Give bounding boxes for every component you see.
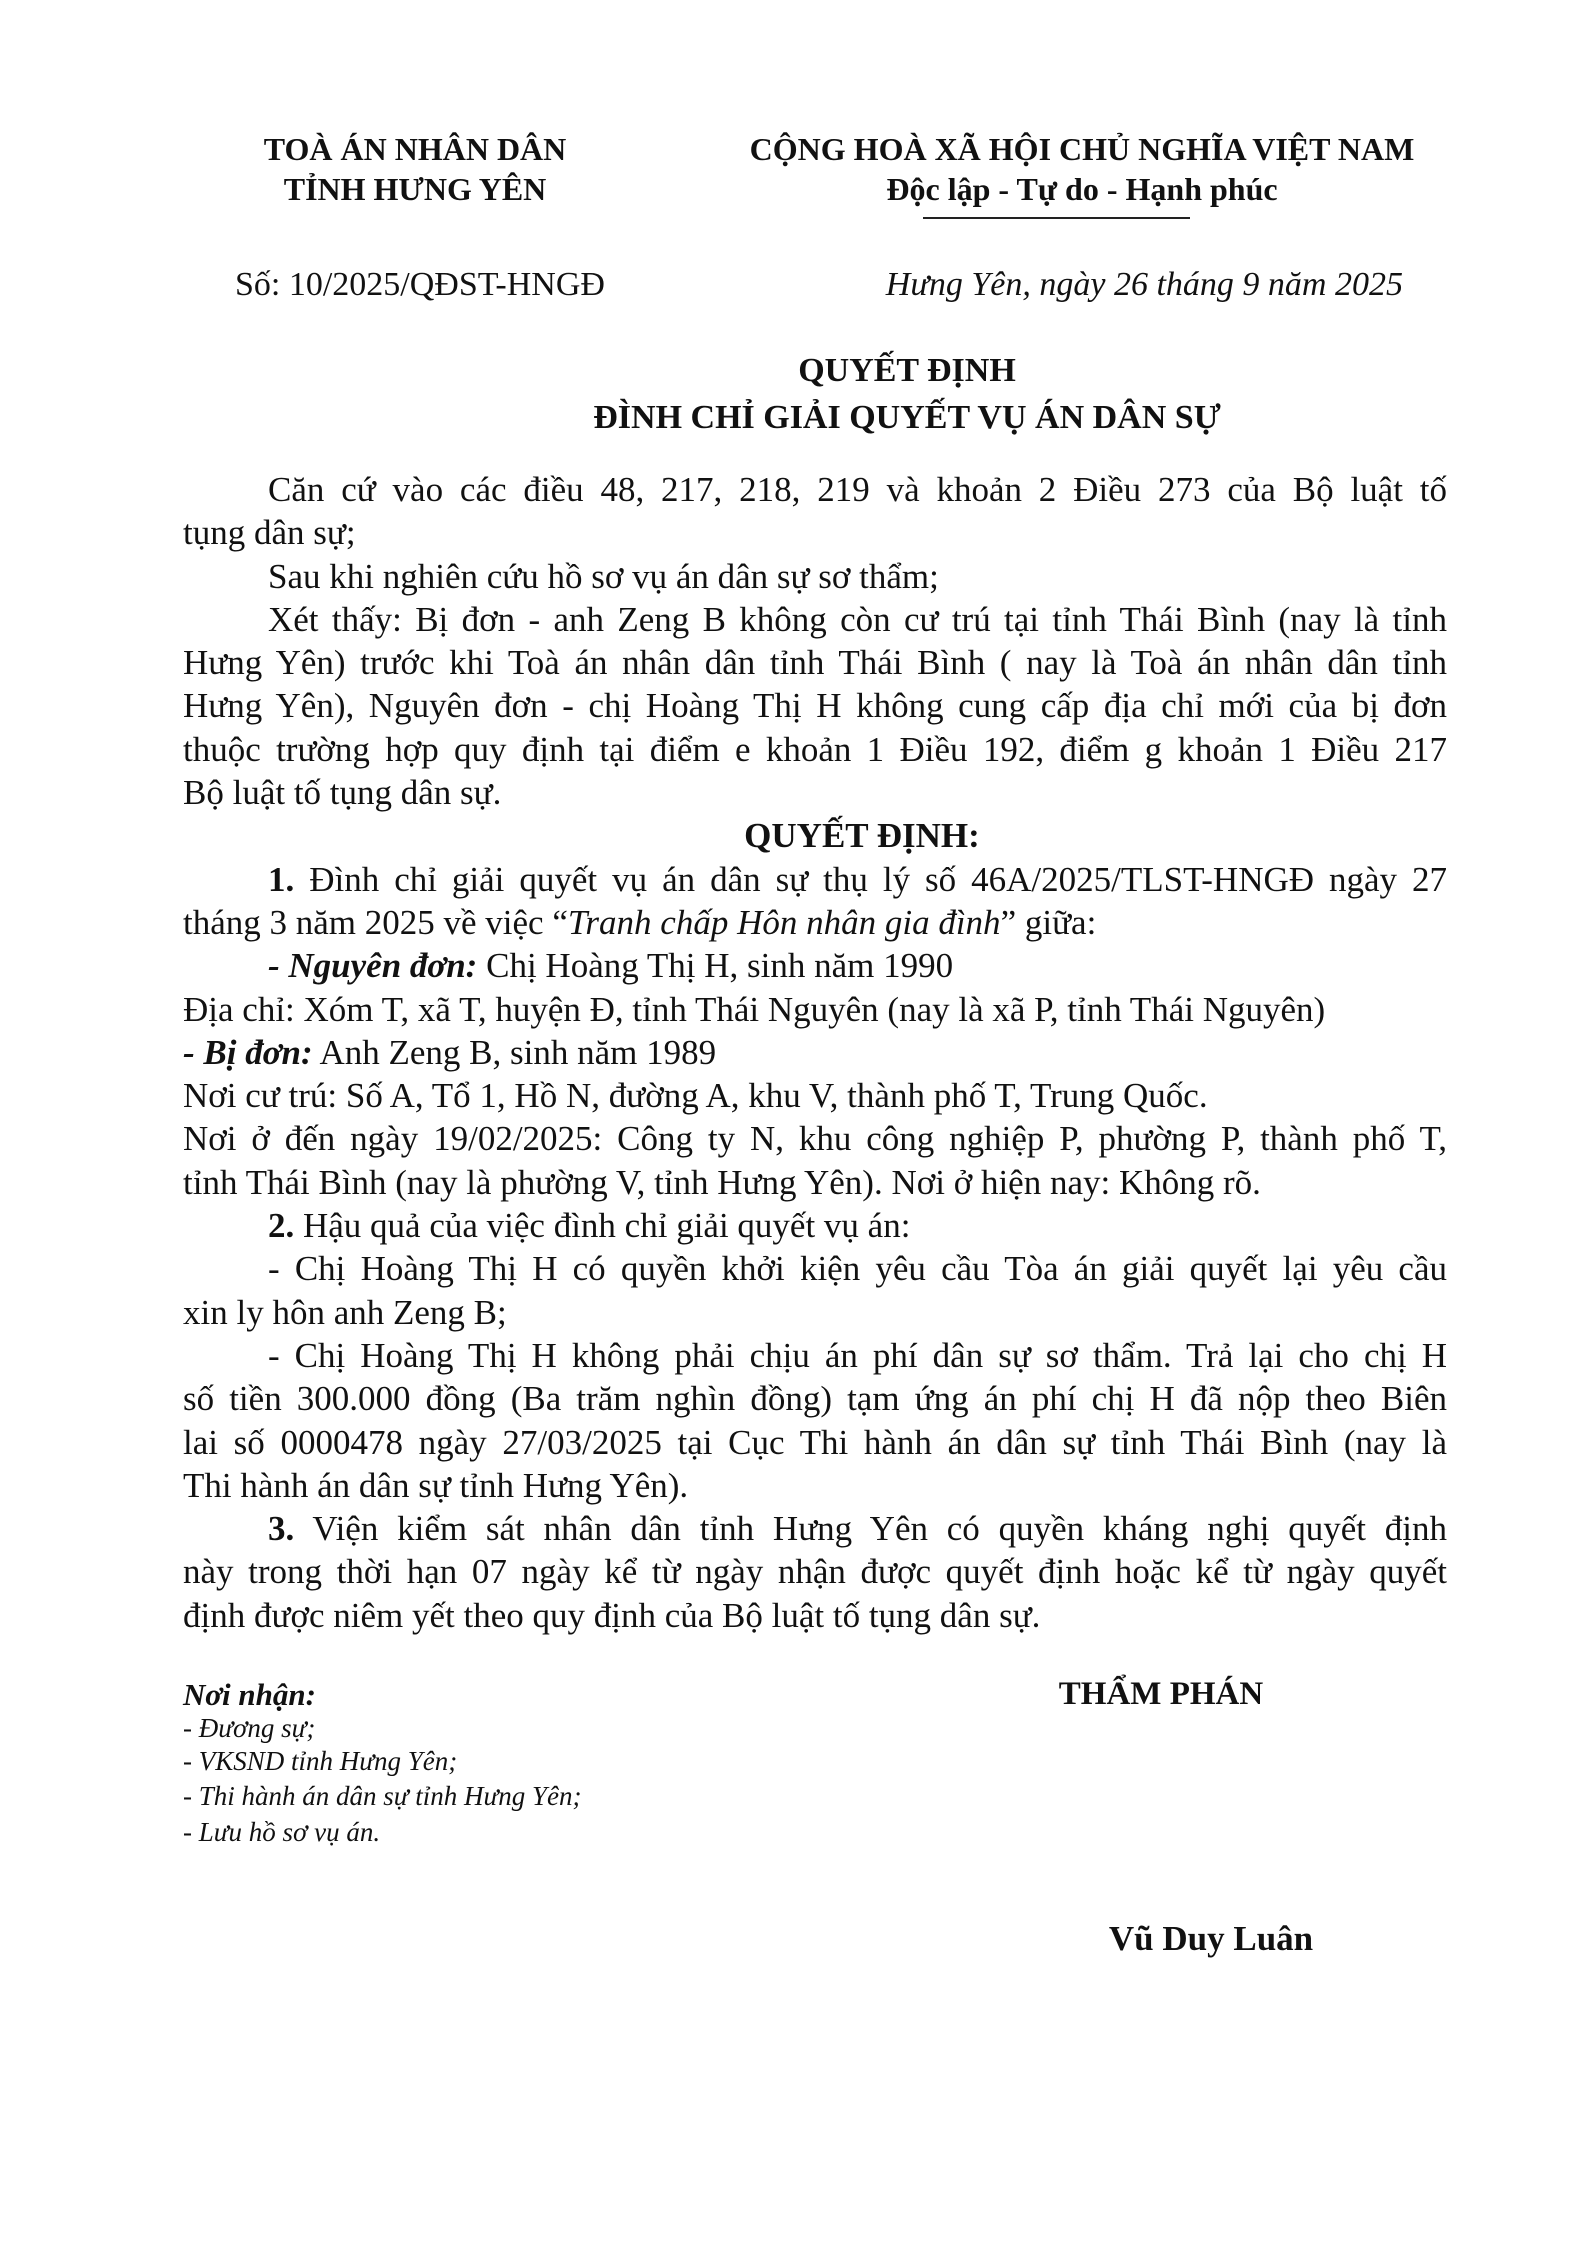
text-run: Địa chỉ: Xóm T, xã T, huyện Đ, tỉnh Thái Nguyên (nay là xã P, tỉnh Thái Nguyên)	[183, 989, 1326, 1029]
body-line	[183, 1204, 1447, 1247]
body-line	[183, 598, 1447, 641]
recipient-item: - VKSND tỉnh Hưng Yên;	[183, 1746, 458, 1776]
text-run: Thi hành án dân sự tỉnh Hưng Yên).	[183, 1465, 689, 1505]
recipient-item: - Thi hành án dân sự tỉnh Hưng Yên;	[183, 1781, 582, 1811]
body-line	[183, 684, 1447, 727]
document-date: Hưng Yên, ngày 26 tháng 9 năm 2025	[885, 266, 1403, 303]
text-run: Nơi ở đến ngày 19/02/2025: Công ty N, khu công nghiệp P, phường P, thành phố T,	[183, 1119, 1447, 1159]
emphasis-text: QUYẾT ĐỊNH:	[744, 816, 980, 856]
body-line	[183, 1334, 1447, 1377]
recipient-item: - Đương sự;	[183, 1713, 316, 1743]
body-line	[183, 1377, 1447, 1420]
text-run: định được niêm yết theo quy định của Bộ luật tố tụng dân sự.	[183, 1595, 1041, 1635]
text-run: xin ly hôn anh Zeng B;	[183, 1292, 507, 1332]
recipients-title: Nơi nhận:	[183, 1677, 316, 1712]
body-line	[183, 1421, 1447, 1464]
body-line	[183, 901, 1447, 944]
emphasis-text: 3.	[268, 1509, 295, 1549]
body-line	[183, 468, 1447, 511]
recipient-item: - Lưu hồ sơ vụ án.	[183, 1817, 381, 1847]
text-run: Hậu quả của việc đình chỉ giải quyết vụ án:	[294, 1206, 911, 1246]
body-line	[183, 858, 1447, 901]
text-run: lai số 0000478 ngày 27/03/2025 tại Cục Thi hành án dân sự tỉnh Thái Bình (nay là	[183, 1422, 1447, 1462]
text-run: Viện kiểm sát nhân dân tỉnh Hưng Yên có quyền kháng nghị quyết định	[294, 1509, 1447, 1549]
motto-underline	[923, 217, 1190, 219]
body-line	[183, 1550, 1447, 1593]
emphasis-text: 1.	[268, 859, 295, 899]
document-title: QUYẾT ĐỊNH	[798, 352, 1016, 389]
body-line	[183, 1247, 1447, 1290]
body-line	[183, 511, 1447, 554]
body-line	[183, 771, 1447, 814]
national-motto: Độc lập - Tự do - Hạnh phúc	[886, 171, 1278, 207]
national-title: CỘNG HOÀ XÃ HỘI CHỦ NGHĨA VIỆT NAM	[749, 131, 1415, 167]
text-run: Sau khi nghiên cứu hồ sơ vụ án dân sự sơ thẩm;	[268, 556, 939, 596]
document-body	[183, 468, 1447, 1637]
text-run: tháng 3 năm 2025 về việc “	[183, 902, 568, 942]
body-line	[183, 988, 1447, 1031]
text-run: ” giữa:	[1000, 902, 1097, 942]
section-heading	[183, 814, 1447, 857]
text-run: Anh Zeng B, sinh năm 1989	[312, 1032, 717, 1072]
body-line	[183, 1031, 1447, 1074]
emphasis-text: - Bị đơn:	[183, 1032, 313, 1072]
text-run: Đình chỉ giải quyết vụ án dân sự thụ lý số 46A/2025/TLST-HNGĐ ngày 27	[294, 859, 1447, 899]
body-line	[183, 1291, 1447, 1334]
text-run: Hưng Yên) trước khi Toà án nhân dân tỉnh Thái Bình ( nay là Toà án nhân dân tỉnh	[183, 643, 1447, 683]
text-run: tỉnh Thái Bình (nay là phường V, tỉnh Hưng Yên). Nơi ở hiện nay: Không rõ.	[183, 1162, 1261, 1202]
body-line	[183, 1161, 1447, 1204]
body-line	[183, 1117, 1447, 1160]
text-run: tụng dân sự;	[183, 513, 356, 553]
text-run: - Chị Hoàng Thị H có quyền khởi kiện yêu cầu Tòa án giải quyết lại yêu cầu	[268, 1249, 1447, 1289]
body-line	[183, 1074, 1447, 1117]
text-run: Chị Hoàng Thị H, sinh năm 1990	[477, 946, 954, 986]
body-line	[183, 1594, 1447, 1637]
emphasis-text: 2.	[268, 1206, 295, 1246]
text-run: Căn cứ vào các điều 48, 217, 218, 219 và khoản 2 Điều 273 của Bộ luật tố	[268, 470, 1447, 509]
court-province: TỈNH HƯNG YÊN	[283, 171, 547, 207]
court-name: TOÀ ÁN NHÂN DÂN	[263, 131, 567, 167]
document-number: Số: 10/2025/QĐST-HNGĐ	[235, 266, 605, 303]
text-run: này trong thời hạn 07 ngày kể từ ngày nhận được quyết định hoặc kể từ ngày quyết	[183, 1552, 1447, 1592]
text-run: số tiền 300.000 đồng (Ba trăm nghìn đồng) tạm ứng án phí chị H đã nộp theo Biên	[183, 1379, 1447, 1419]
text-run: Hưng Yên), Nguyên đơn - chị Hoàng Thị H không cung cấp địa chỉ mới của bị đơn	[183, 686, 1447, 726]
signer-role: THẨM PHÁN	[1058, 1676, 1264, 1712]
text-run: Nơi cư trú: Số A, Tổ 1, Hồ N, đường A, khu V, thành phố T, Trung Quốc.	[183, 1076, 1208, 1116]
body-line	[183, 728, 1447, 771]
text-run: Xét thấy: Bị đơn - anh Zeng B không còn cư trú tại tỉnh Thái Bình (nay là tỉnh	[268, 599, 1447, 639]
body-line	[183, 555, 1447, 598]
text-run: thuộc trường hợp quy định tại điểm e khoản 1 Điều 192, điểm g khoản 1 Điều 217	[183, 729, 1447, 769]
body-line	[183, 1464, 1447, 1507]
emphasis-text: - Nguyên đơn:	[268, 946, 478, 986]
signer-name: Vũ Duy Luân	[1108, 1919, 1314, 1958]
text-run: Bộ luật tố tụng dân sự.	[183, 773, 502, 813]
body-line	[183, 944, 1447, 987]
body-line	[183, 1507, 1447, 1550]
body-line	[183, 641, 1447, 684]
text-run: - Chị Hoàng Thị H không phải chịu án phí dân sự sơ thẩm. Trả lại cho chị H	[268, 1335, 1447, 1375]
document-subtitle: ĐÌNH CHỈ GIẢI QUYẾT VỤ ÁN DÂN SỰ	[593, 399, 1221, 436]
emphasis-text: Tranh chấp Hôn nhân gia đình	[567, 902, 1001, 942]
